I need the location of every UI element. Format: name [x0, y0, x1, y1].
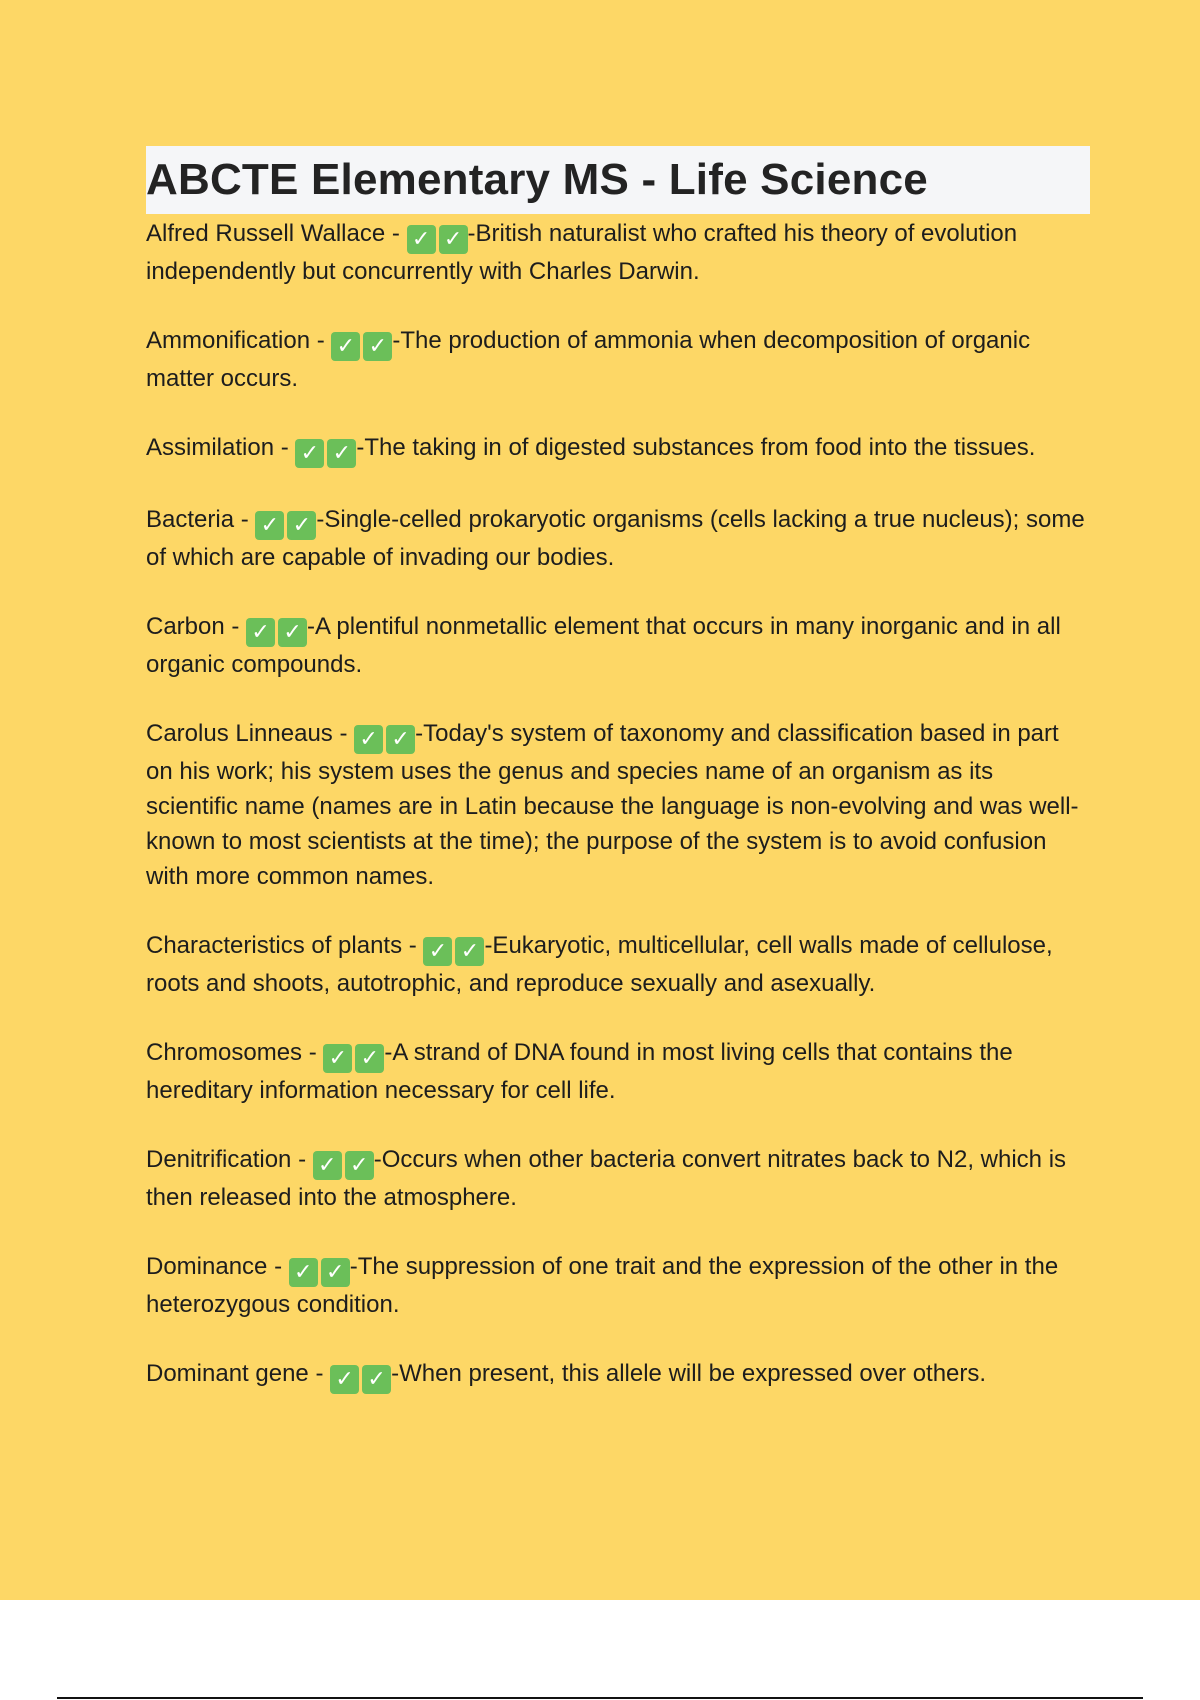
check-icon: ✓ [289, 1258, 318, 1287]
entry-definition: -The suppression of one trait and the expression of the other in the heterozygous condition. [146, 1253, 1059, 1318]
entry [146, 323, 1090, 396]
entry [146, 1035, 1090, 1108]
check-icon: ✓ [278, 618, 307, 647]
check-icon: ✓ [313, 1151, 342, 1180]
entry-definition: -The taking in of digested substances from food into the tissues. [356, 434, 1036, 461]
check-icon: ✓ [423, 937, 452, 966]
entry [146, 1249, 1090, 1322]
entry [146, 1356, 1090, 1394]
footer-divider [57, 1697, 1143, 1699]
check-icon: ✓ [327, 439, 356, 468]
check-icon: ✓ [355, 1044, 384, 1073]
entry-term: Denitrification - [146, 1146, 313, 1173]
entry-definition: -A strand of DNA found in most living cells that contains the hereditary information necessary for cell life. [146, 1039, 1013, 1104]
entry [146, 502, 1090, 575]
entry-term: Chromosomes - [146, 1039, 324, 1066]
entry-definition: -British naturalist who crafted his theory of evolution independently but concurrently with Charles Darwin. [146, 220, 1018, 285]
entry-definition: -A plentiful nonmetallic element that occurs in many inorganic and in all organic compounds. [146, 613, 1061, 678]
check-icon: ✓ [295, 439, 324, 468]
entry [146, 216, 1090, 289]
entry-term: Dominance - [146, 1253, 289, 1280]
check-icon: ✓ [363, 332, 392, 361]
check-icon: ✓ [331, 332, 360, 361]
check-icon: ✓ [354, 725, 383, 754]
page-title: ABCTE Elementary MS - Life Science [146, 155, 928, 204]
entry-term: Assimilation - [146, 434, 296, 461]
entry [146, 1142, 1090, 1215]
check-icon: ✓ [246, 618, 275, 647]
entry [146, 609, 1090, 682]
entry-term: Bacteria - [146, 506, 256, 533]
entry-definition: -Occurs when other bacteria convert nitrates back to N2, which is then released into the atmosphere. [146, 1146, 1067, 1211]
check-icon: ✓ [439, 225, 468, 254]
check-icon: ✓ [386, 725, 415, 754]
entry-definition: -Today's system of taxonomy and classification based in part on his work; his system uses the genus and species name of an organism as its scientific name (names are in Latin because the language is non-evolving and was well-known to most scientists at the time); the purpose of the system is to avoid confusion with more common names. [146, 720, 1079, 890]
entry [146, 928, 1090, 1001]
entry-term: Dominant gene - [146, 1360, 331, 1387]
check-icon: ✓ [255, 511, 284, 540]
check-icon: ✓ [455, 937, 484, 966]
check-icon: ✓ [323, 1044, 352, 1073]
check-icon: ✓ [287, 511, 316, 540]
entry [146, 430, 1090, 468]
check-icon: ✓ [362, 1365, 391, 1394]
entry-definition: -Single-celled prokaryotic organisms (cells lacking a true nucleus); some of which are capable of invading our bodies. [146, 506, 1085, 571]
entry-term: Alfred Russell Wallace - [146, 220, 407, 247]
check-icon: ✓ [407, 225, 436, 254]
entry-term: Carbon - [146, 613, 247, 640]
document-content [146, 146, 1090, 1428]
title-bar [146, 146, 1090, 214]
entry-term: Carolus Linneaus - [146, 720, 355, 747]
entry-term: Ammonification - [146, 327, 332, 354]
check-icon: ✓ [345, 1151, 374, 1180]
check-icon: ✓ [330, 1365, 359, 1394]
entry-definition: -Eukaryotic, multicellular, cell walls made of cellulose, roots and shoots, autotrophic, and reproduce sexually and asexually. [146, 932, 1053, 997]
entry-definition: -When present, this allele will be expressed over others. [391, 1360, 987, 1387]
entry-term: Characteristics of plants - [146, 932, 424, 959]
entry-definition: -The production of ammonia when decomposition of organic matter occurs. [146, 327, 1031, 392]
entry [146, 716, 1090, 894]
check-icon: ✓ [321, 1258, 350, 1287]
